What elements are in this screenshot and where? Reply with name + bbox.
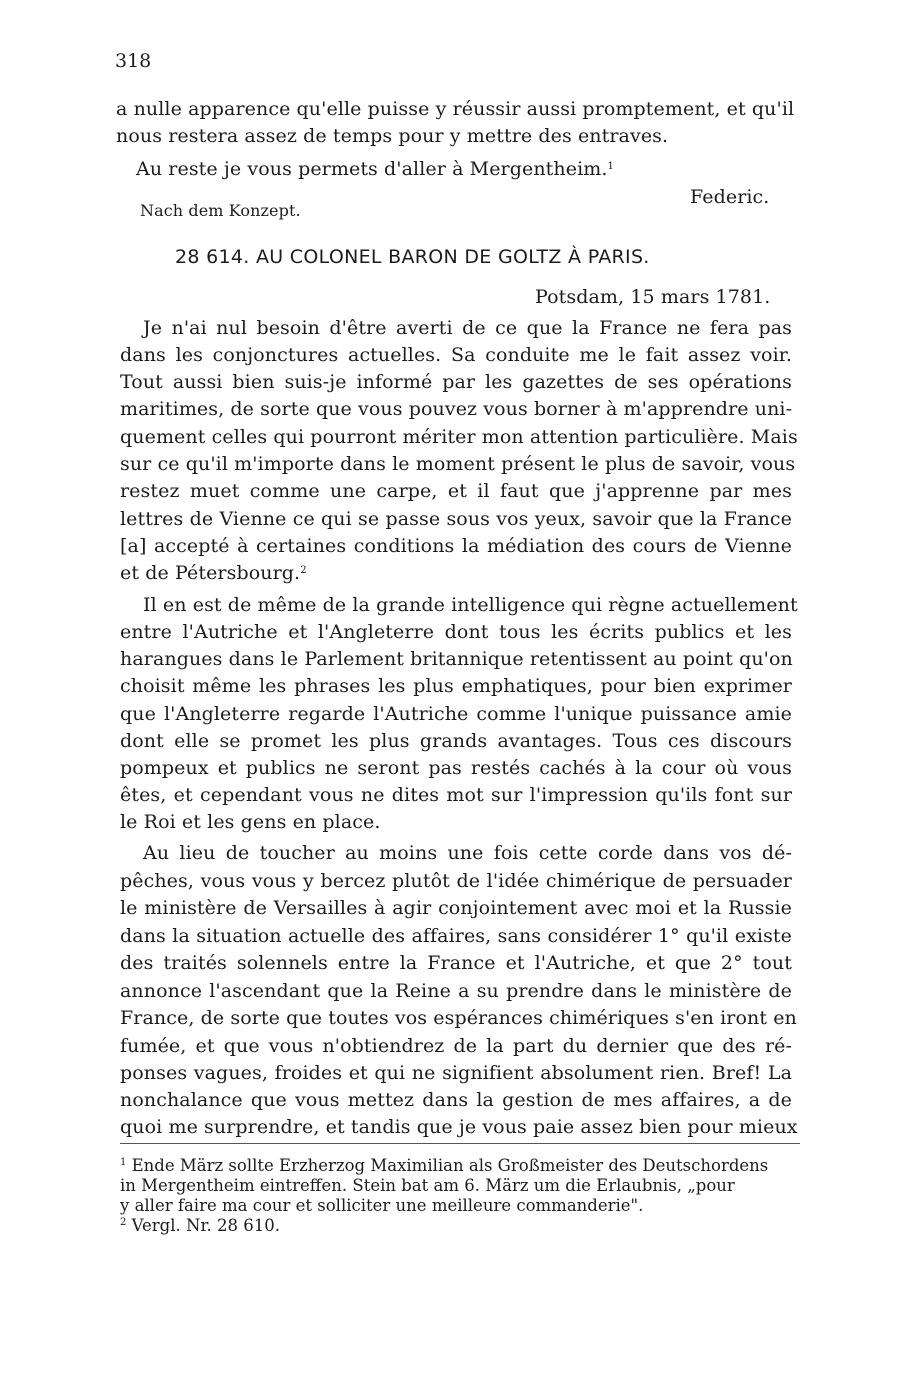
footnote-divider (120, 1143, 800, 1144)
text-line: ponses vagues, froides et qui ne signifient absolument rien. Bref! La (120, 1062, 792, 1084)
text-line: dans les conjonctures actuelles. Sa conduite me le fait assez voir. (120, 344, 792, 366)
permission-text: Au reste je vous permets d'aller à Mergentheim. (136, 158, 608, 180)
text-line: entre l'Autriche et l'Angleterre dont tous les écrits publics et les (120, 621, 792, 643)
footnote-marker: 1 (120, 1157, 127, 1168)
permission-line (136, 157, 614, 181)
text-line: fumée, et que vous n'obtiendrez de la part du dernier que des ré- (120, 1035, 792, 1057)
text-line: des traités solennels entre la France et l'Autriche, et que 2° tout (120, 952, 792, 974)
continuation-line: nous restera assez de temps pour y mettre des entraves. (116, 125, 669, 147)
text-line: sur ce qu'il m'importe dans le moment présent le plus de savoir, vous (120, 453, 796, 475)
text-line: Je n'ai nul besoin d'être averti de ce que la France ne fera pas (143, 317, 792, 339)
text-line: France, de sorte que toutes vos espérances chimériques s'en iront en (120, 1007, 797, 1029)
continuation-line: a nulle apparence qu'elle puisse y réussir aussi promptement, et qu'il (116, 98, 795, 120)
text-line: maritimes, de sorte que vous pouvez vous borner à m'apprendre uni- (120, 398, 793, 420)
text-line: choisit même les phrases les plus emphatiques, pour bien exprimer (120, 675, 792, 697)
text-line: nonchalance que vous mettez dans la gestion de mes affaires, a de (120, 1089, 792, 1111)
footnote-ref: 2 (300, 565, 307, 576)
footnote-line (120, 1216, 280, 1236)
footnote-line (120, 1156, 768, 1176)
text-line: harangues dans le Parlement britannique retentissent au point qu'on (120, 648, 793, 670)
footnote-marker: 2 (120, 1217, 127, 1228)
text-line-content: et de Pétersbourg. (120, 562, 301, 584)
text-line: le Roi et les gens en place. (120, 811, 381, 833)
text-line: le ministère de Versailles à agir conjointement avec moi et la Russie (120, 897, 792, 919)
text-line: [a] accepté à certaines conditions la médiation des cours de Vienne (120, 535, 792, 557)
text-line: dont elle se promet les plus grands avantages. Tous ces discours (120, 730, 792, 752)
footnote-text: Ende März sollte Erzherzog Maximilian als Großmeister des Deutschordens (131, 1156, 769, 1175)
text-line: êtes, et cependant vous ne dites mot sur l'impression qu'ils font sur (120, 784, 792, 806)
footnote-ref: 1 (607, 161, 614, 172)
text-line: dans la situation actuelle des affaires, sans considérer 1° qu'il existe (120, 925, 792, 947)
footnote-line: in Mergentheim eintreffen. Stein bat am 6. März um die Erlaubnis, „pour (120, 1176, 735, 1195)
text-line: Tout aussi bien suis-je informé par les gazettes de ses opérations (120, 371, 792, 393)
text-line: que l'Angleterre regarde l'Autriche comme l'unique puissance amie (120, 703, 792, 725)
signature: Federic. (690, 186, 770, 208)
source-note: Nach dem Konzept. (140, 201, 301, 220)
text-line: annonce l'ascendant que la Reine a su prendre dans le ministère de (120, 980, 792, 1002)
footnote-line: y aller faire ma cour et solliciter une meilleure commanderie". (120, 1196, 644, 1215)
text-line: Au lieu de toucher au moins une fois cette corde dans vos dé- (143, 842, 792, 864)
text-line: pompeux et publics ne seront pas restés cachés à la cour où vous (120, 757, 792, 779)
text-line (120, 561, 307, 585)
text-line: Il en est de même de la grande intelligence qui règne actuellement (143, 594, 798, 616)
page-number: 318 (115, 50, 152, 72)
text-line: quement celles qui pourront mériter mon attention particulière. Mais (120, 426, 798, 448)
text-line: lettres de Vienne ce qui se passe sous vos yeux, savoir que la France (120, 508, 792, 530)
text-line: restez muet comme une carpe, et il faut que j'apprenne par mes (120, 480, 792, 502)
letter-heading: 28 614. AU COLONEL BARON DE GOLTZ À PARIS. (175, 246, 650, 268)
text-line: quoi me surprendre, et tandis que je vous paie assez bien pour mieux (120, 1116, 798, 1138)
dateline: Potsdam, 15 mars 1781. (535, 286, 771, 308)
footnote-text: Vergl. Nr. 28 610. (131, 1216, 280, 1235)
text-line: pêches, vous vous y bercez plutôt de l'idée chimérique de persuader (120, 870, 792, 892)
